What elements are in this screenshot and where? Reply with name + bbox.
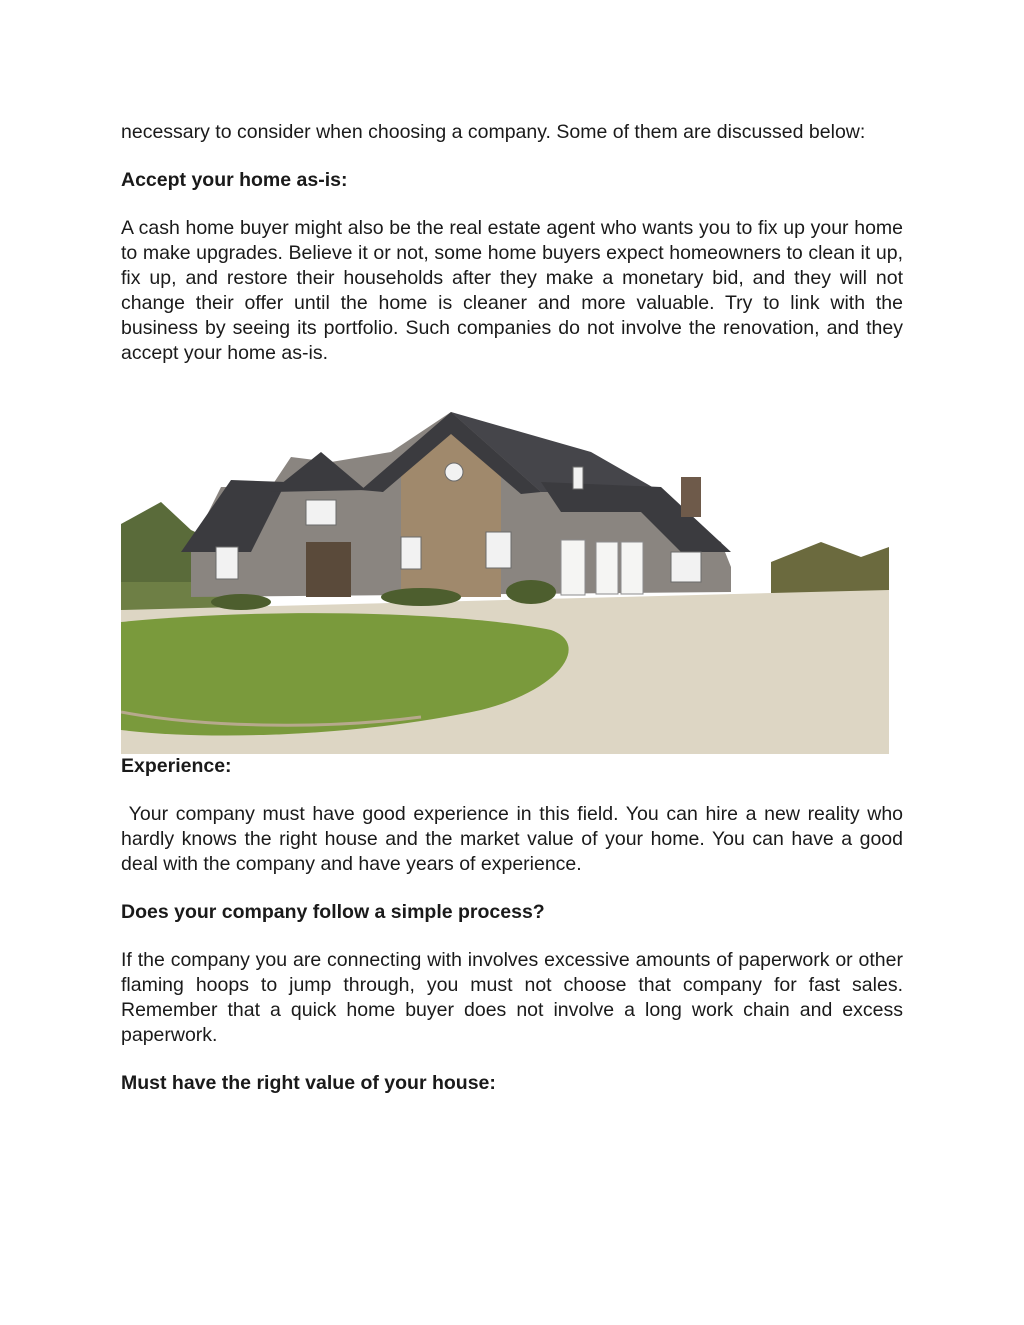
heading-experience: Experience: [121, 755, 232, 777]
heading-right-value: Must have the right value of your house: [121, 1072, 496, 1094]
house-photo-icon [121, 412, 889, 754]
heading-simple-process: Does your company follow a simple process? [121, 901, 545, 923]
heading-accept-home: Accept your home as-is: [121, 169, 348, 191]
intro-paragraph: necessary to consider when choosing a company. Some of them are discussed below: [121, 121, 866, 143]
paragraph-accept-home: A cash home buyer might also be the real estate agent who wants you to fix up your home to make upgrades. Believe it or not, some home buyers expect homeowners to clean it up, fix up, and restore their households after they make a monetary bid, and they will not change their offer until the home is cleaner and more valuable. Try to link with the business by seeing its portfolio. Such companies do not involve the renovation, and they accept your home as-is. [121, 217, 903, 364]
paragraph-simple-process: If the company you are connecting with involves excessive amounts of paperwork or other flaming hoops to jump through, you must not choose that company for fast sales. Remember that a quick home buyer does not involve a long work chain and excess paperwork. [121, 949, 903, 1046]
paragraph-experience: Your company must have good experience in this field. You can hire a new reality who hardly knows the right house and the market value of your home. You can have a good deal with the company and have years of experience. [121, 803, 909, 875]
document-page [121, 120, 909, 1096]
